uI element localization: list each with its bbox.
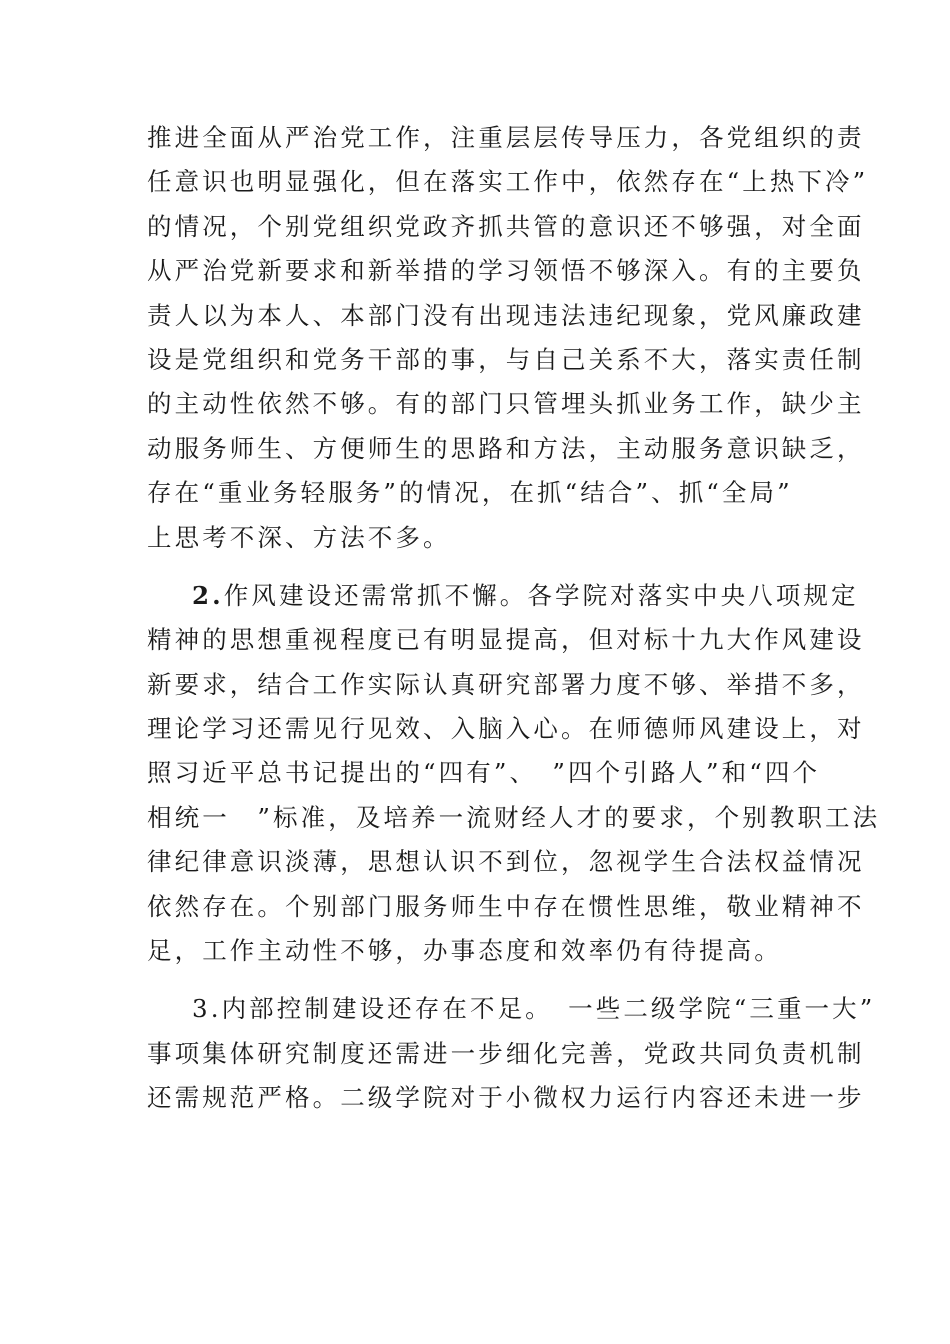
paragraph-heading-text: 作风建设还需常抓不懈。各学院对落实中央八项规定	[223, 580, 859, 610]
paragraph-line: 动服务师生、方便师生的思路和方法，主动服务意识缺乏，	[147, 433, 865, 463]
paragraph-number: 2.	[192, 580, 224, 610]
paragraph-line: 存在“重业务轻服务”的情况，在抓“结合”、抓“全局”	[147, 478, 793, 508]
paragraph-first-line	[147, 987, 876, 1031]
paragraph-spacer	[147, 560, 837, 574]
paragraph-line: 上思考不深、方法不多。	[147, 522, 451, 552]
paragraph-heading-text: 内部控制建设还存在不足。 一些二级学院“三重一大”	[221, 994, 876, 1024]
paragraph-number: 3.	[192, 994, 222, 1024]
paragraph-line: 责人以为本人、本部门没有出现违法违纪现象，党风廉政建	[147, 300, 865, 330]
paragraph-line: 精神的思想重视程度已有明显提高，但对标十九大作风建设	[147, 625, 865, 655]
paragraph-3	[147, 987, 876, 1120]
paragraph-1	[147, 116, 869, 560]
paragraph-spacer	[147, 973, 837, 987]
paragraph-line: 还需规范严格。二级学院对于小微权力运行内容还未进一步	[147, 1083, 865, 1113]
paragraph-line: 相统一 ”标准，及培养一流财经人才的要求，个别教职工法	[147, 802, 881, 832]
paragraph-line: 推进全面从严治党工作，注重层层传导压力，各党组织的责	[147, 123, 865, 152]
paragraph-line: 的情况，个别党组织党政齐抓共管的意识还不够强，对全面	[147, 211, 865, 241]
paragraph-line: 依然存在。个别部门服务师生中存在惯性思维，敬业精神不	[147, 891, 865, 921]
paragraph-line: 足，工作主动性不够，办事态度和效率仍有待提高。	[147, 936, 782, 966]
paragraph-2	[147, 574, 881, 974]
paragraph-line: 事项集体研究制度还需进一步细化完善，党政共同负责机制	[147, 1038, 865, 1068]
paragraph-line: 从严治党新要求和新举措的学习领悟不够深入。有的主要负	[147, 256, 865, 286]
paragraph-first-line	[147, 574, 859, 618]
paragraph-line: 理论学习还需见行见效、入脑入心。在师德师风建设上，对	[147, 714, 865, 744]
document-body	[147, 116, 881, 1121]
paragraph-line: 照习近平总书记提出的“四有”、 ”四个引路人”和“四个	[147, 758, 821, 788]
paragraph-line: 的主动性依然不够。有的部门只管埋头抓业务工作，缺少主	[147, 389, 865, 419]
paragraph-line: 新要求，结合工作实际认真研究部署力度不够、举措不多，	[147, 669, 865, 699]
paragraph-line: 律纪律意识淡薄，思想认识不到位，忽视学生合法权益情况	[147, 847, 865, 877]
paragraph-line: 任意识也明显强化，但在落实工作中，依然存在“上热下冷”	[147, 167, 869, 197]
paragraph-line: 设是党组织和党务干部的事，与自己关系不大，落实责任制	[147, 344, 865, 374]
